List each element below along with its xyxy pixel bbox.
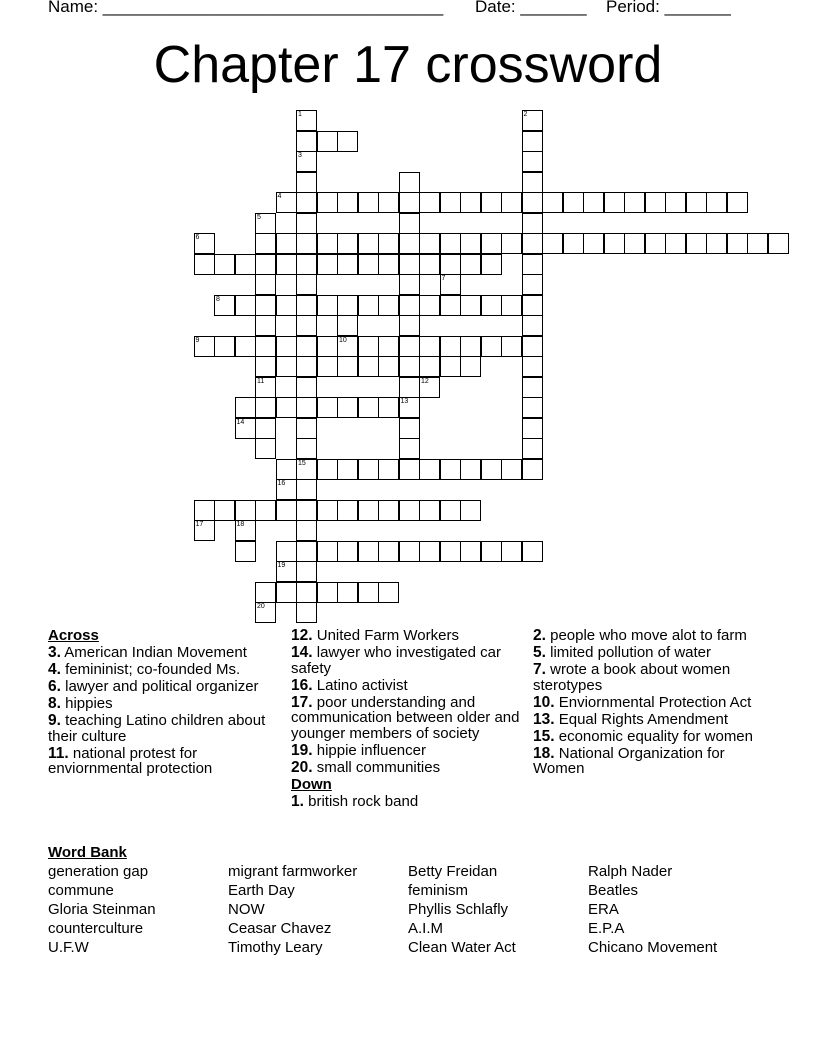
- crossword-cell[interactable]: [460, 254, 481, 275]
- crossword-cell[interactable]: [235, 397, 256, 418]
- crossword-cell[interactable]: [522, 192, 543, 213]
- clue-number: 14: [236, 418, 245, 426]
- crossword-cell[interactable]: [399, 233, 420, 254]
- crossword-cell[interactable]: [481, 336, 502, 357]
- crossword-cell[interactable]: [194, 500, 215, 521]
- crossword-cell[interactable]: [522, 315, 543, 336]
- across-clue: 16. Latino activist: [291, 676, 408, 694]
- crossword-cell[interactable]: [255, 418, 276, 439]
- crossword-cell[interactable]: [624, 233, 645, 254]
- crossword-cell[interactable]: [440, 459, 461, 480]
- crossword-cell[interactable]: [440, 233, 461, 254]
- crossword-cell[interactable]: [296, 438, 317, 459]
- crossword-cell[interactable]: [727, 233, 748, 254]
- across-clue: 14. lawyer who investigated car safety: [291, 644, 501, 677]
- crossword-cell[interactable]: [235, 520, 256, 541]
- crossword-cell[interactable]: [522, 254, 543, 275]
- crossword-cell[interactable]: [337, 315, 358, 336]
- crossword-cell[interactable]: [255, 274, 276, 295]
- clues-column-1: [48, 628, 284, 778]
- crossword-cell[interactable]: [501, 459, 522, 480]
- crossword-cell[interactable]: [317, 254, 338, 275]
- crossword-cell[interactable]: [235, 541, 256, 562]
- crossword-cell[interactable]: [337, 500, 358, 521]
- down-clue: 2. people who move alot to farm: [533, 627, 747, 644]
- crossword-cell[interactable]: [563, 233, 584, 254]
- crossword-cell[interactable]: [522, 274, 543, 295]
- crossword-cell[interactable]: [296, 520, 317, 541]
- crossword-cell[interactable]: [460, 356, 481, 377]
- crossword-cell[interactable]: [276, 295, 297, 316]
- word-bank-item: Timothy Leary: [228, 939, 323, 956]
- crossword-cell[interactable]: [235, 295, 256, 316]
- crossword-cell[interactable]: [378, 356, 399, 377]
- word-bank-column: [408, 862, 588, 957]
- crossword-cell[interactable]: [542, 233, 563, 254]
- down-clue: 15. economic equality for women: [533, 727, 753, 745]
- crossword-cell[interactable]: [296, 336, 317, 357]
- crossword-cell[interactable]: [317, 336, 338, 357]
- crossword-cell[interactable]: [255, 315, 276, 336]
- crossword-cell[interactable]: [296, 254, 317, 275]
- clue-number: 2: [523, 111, 528, 118]
- clue-number: 19: [277, 562, 286, 569]
- crossword-cell[interactable]: [296, 151, 317, 172]
- crossword-cell[interactable]: [522, 541, 543, 562]
- crossword-cell[interactable]: [378, 254, 399, 275]
- across-clue: 19. hippie influencer: [291, 741, 426, 759]
- crossword-cell[interactable]: [419, 192, 440, 213]
- crossword-cell[interactable]: [276, 459, 297, 480]
- crossword-cell[interactable]: [440, 500, 461, 521]
- crossword-cell[interactable]: [296, 213, 317, 234]
- clue-number: 6: [195, 234, 200, 241]
- crossword-cell[interactable]: [440, 295, 461, 316]
- clue-number: 15: [298, 459, 306, 467]
- crossword-cell[interactable]: [501, 295, 522, 316]
- crossword-cell[interactable]: [276, 500, 297, 521]
- crossword-cell[interactable]: [727, 192, 748, 213]
- crossword-cell[interactable]: [296, 356, 317, 377]
- across-clue: 20. small communities: [291, 758, 441, 776]
- crossword-cell[interactable]: [399, 356, 420, 377]
- crossword-cell[interactable]: [358, 336, 379, 357]
- crossword-cell[interactable]: [481, 192, 502, 213]
- crossword-cell[interactable]: [419, 295, 440, 316]
- crossword-cell[interactable]: [235, 254, 256, 275]
- word-bank-item: Beatles: [588, 882, 639, 899]
- crossword-cell[interactable]: [460, 295, 481, 316]
- crossword-cell[interactable]: [317, 459, 338, 480]
- crossword-cell[interactable]: [399, 541, 420, 562]
- crossword-cell[interactable]: [358, 233, 379, 254]
- word-bank-item: Betty Freidan: [408, 863, 498, 880]
- crossword-cell[interactable]: [255, 356, 276, 377]
- word-bank-item: feminism: [408, 882, 469, 899]
- across-clue: 9. teaching Latino children about their culture: [48, 712, 266, 745]
- crossword-cell[interactable]: [522, 110, 543, 131]
- clue-number: 8: [216, 295, 220, 303]
- word-bank-item: Ralph Nader: [588, 863, 673, 880]
- crossword-cell[interactable]: [296, 479, 317, 500]
- crossword-cell[interactable]: [419, 377, 440, 398]
- crossword-cell[interactable]: [337, 336, 358, 357]
- word-bank-item: Ceasar Chavez: [228, 920, 332, 937]
- word-bank-item: commune: [48, 882, 114, 899]
- word-bank-item: Gloria Steinman: [48, 901, 156, 918]
- word-bank-item: Clean Water Act: [408, 939, 516, 956]
- down-clue: 1. british rock band: [291, 792, 419, 810]
- crossword-cell[interactable]: [378, 295, 399, 316]
- crossword-cell[interactable]: [337, 356, 358, 377]
- crossword-cell[interactable]: [665, 233, 686, 254]
- word-bank-heading: Word Bank: [48, 844, 127, 861]
- word-bank-column: [48, 862, 228, 957]
- clues-column-3: [533, 628, 769, 778]
- crossword-cell[interactable]: [296, 418, 317, 439]
- crossword-cell[interactable]: [214, 295, 235, 316]
- word-bank-item: E.P.A: [588, 920, 625, 937]
- crossword-cell[interactable]: [563, 192, 584, 213]
- crossword-cell[interactable]: [399, 172, 420, 193]
- clue-number: 7: [441, 275, 446, 282]
- crossword-cell[interactable]: [358, 192, 379, 213]
- crossword-cell[interactable]: [358, 295, 379, 316]
- crossword-cell[interactable]: [399, 274, 420, 295]
- crossword-cell[interactable]: [255, 254, 276, 275]
- crossword-cell[interactable]: [296, 541, 317, 562]
- word-bank-item: U.F.W: [48, 939, 89, 956]
- crossword-cell[interactable]: [624, 192, 645, 213]
- crossword-cell[interactable]: [399, 315, 420, 336]
- crossword-cell[interactable]: [296, 459, 317, 480]
- crossword-cell[interactable]: [604, 233, 625, 254]
- clue-number: 17: [195, 521, 204, 528]
- crossword-cell[interactable]: [686, 192, 707, 213]
- crossword-cell[interactable]: [255, 233, 276, 254]
- crossword-cell[interactable]: [522, 131, 543, 152]
- name-label: Name: ____________________________________: [48, 0, 444, 16]
- crossword-cell[interactable]: [378, 541, 399, 562]
- crossword-cell[interactable]: [337, 192, 358, 213]
- crossword-cell[interactable]: [522, 336, 543, 357]
- crossword-cell[interactable]: [255, 500, 276, 521]
- crossword-cell[interactable]: [255, 295, 276, 316]
- crossword-cell[interactable]: [645, 192, 666, 213]
- crossword-cell[interactable]: [419, 254, 440, 275]
- crossword-cell[interactable]: [337, 459, 358, 480]
- crossword-cell[interactable]: [358, 397, 379, 418]
- crossword-cell[interactable]: [214, 500, 235, 521]
- clue-number: 20: [257, 603, 265, 610]
- crossword-cell[interactable]: [276, 561, 297, 582]
- crossword-cell[interactable]: [501, 233, 522, 254]
- crossword-cell[interactable]: [460, 500, 481, 521]
- across-clue: 3. American Indian Movement: [48, 644, 247, 661]
- crossword-cell[interactable]: [255, 213, 276, 234]
- crossword-cell[interactable]: [440, 254, 461, 275]
- crossword-cell[interactable]: [317, 582, 338, 603]
- crossword-cell[interactable]: [501, 336, 522, 357]
- crossword-cell[interactable]: [522, 213, 543, 234]
- crossword-cell[interactable]: [296, 602, 317, 623]
- crossword-cell[interactable]: [276, 233, 297, 254]
- crossword-cell[interactable]: [378, 192, 399, 213]
- crossword-cell[interactable]: [235, 500, 256, 521]
- crossword-cell[interactable]: [296, 274, 317, 295]
- crossword-cell[interactable]: [378, 500, 399, 521]
- crossword-cell[interactable]: [276, 336, 297, 357]
- crossword-cell[interactable]: [276, 582, 297, 603]
- crossword-cell[interactable]: [522, 356, 543, 377]
- crossword-cell[interactable]: [296, 192, 317, 213]
- crossword-cell[interactable]: [255, 438, 276, 459]
- date-label: Date: _______: [475, 0, 587, 16]
- crossword-cell[interactable]: [378, 582, 399, 603]
- crossword-cell[interactable]: [296, 500, 317, 521]
- crossword-cell[interactable]: [276, 541, 297, 562]
- crossword-cell[interactable]: [255, 602, 276, 623]
- word-bank-item: Chicano Movement: [588, 939, 718, 956]
- crossword-cell[interactable]: [583, 233, 604, 254]
- page-title: Chapter 17 crossword: [153, 36, 663, 94]
- crossword-cell[interactable]: [296, 315, 317, 336]
- crossword-cell[interactable]: [358, 500, 379, 521]
- crossword-cell[interactable]: [522, 438, 543, 459]
- crossword-cell[interactable]: [317, 356, 338, 377]
- clue-number: 5: [257, 213, 261, 221]
- crossword-cell[interactable]: [317, 233, 338, 254]
- crossword-cell[interactable]: [276, 356, 297, 377]
- clue-number: 13: [400, 398, 409, 405]
- crossword-cell[interactable]: [317, 192, 338, 213]
- crossword-cell[interactable]: [481, 541, 502, 562]
- crossword-cell[interactable]: [337, 295, 358, 316]
- across-clue: 6. lawyer and political organizer: [48, 678, 259, 695]
- crossword-cell[interactable]: [665, 192, 686, 213]
- crossword-cell[interactable]: [501, 541, 522, 562]
- crossword-cell[interactable]: [399, 459, 420, 480]
- across-clue: 17. poor understanding and communication between older and younger members of society: [291, 693, 520, 742]
- down-clue: 7. wrote a book about women sterotypes: [533, 661, 731, 694]
- crossword-cell[interactable]: [460, 336, 481, 357]
- crossword-cell[interactable]: [522, 151, 543, 172]
- word-bank-item: NOW: [228, 901, 265, 918]
- crossword-cell[interactable]: [460, 192, 481, 213]
- crossword-cell[interactable]: [296, 295, 317, 316]
- crossword-cell[interactable]: [419, 336, 440, 357]
- period-label: Period: _______: [606, 0, 731, 16]
- crossword-cell[interactable]: [317, 295, 338, 316]
- across-clue: 8. hippies: [48, 695, 113, 712]
- crossword-cell[interactable]: [296, 131, 317, 152]
- crossword-cell[interactable]: [481, 459, 502, 480]
- crossword-cell[interactable]: [296, 233, 317, 254]
- crossword-cell[interactable]: [276, 397, 297, 418]
- crossword-cell[interactable]: [214, 254, 235, 275]
- word-bank-item: ERA: [588, 901, 619, 918]
- crossword-cell[interactable]: [276, 254, 297, 275]
- clue-number: 16: [277, 480, 286, 487]
- crossword-cell[interactable]: [481, 254, 502, 275]
- crossword-cell[interactable]: [440, 541, 461, 562]
- crossword-cell[interactable]: [460, 233, 481, 254]
- crossword-cell[interactable]: [399, 192, 420, 213]
- crossword-cell[interactable]: [440, 356, 461, 377]
- word-bank-item: migrant farmworker: [228, 863, 358, 880]
- crossword-cell[interactable]: [706, 192, 727, 213]
- crossword-cell[interactable]: [399, 500, 420, 521]
- crossword-cell[interactable]: [440, 192, 461, 213]
- crossword-cell[interactable]: [747, 233, 768, 254]
- crossword-cell[interactable]: [419, 500, 440, 521]
- crossword-cell[interactable]: [276, 479, 297, 500]
- crossword-cell[interactable]: [419, 459, 440, 480]
- crossword-cell[interactable]: [501, 192, 522, 213]
- crossword-cell[interactable]: [317, 131, 338, 152]
- crossword-cell[interactable]: [235, 336, 256, 357]
- crossword-cell[interactable]: [399, 213, 420, 234]
- clue-number: 12: [421, 377, 429, 385]
- across-clue: 12. United Farm Workers: [291, 627, 459, 644]
- word-bank-item: Earth Day: [228, 882, 295, 899]
- crossword-cell[interactable]: [440, 274, 461, 295]
- clue-number: 10: [339, 336, 347, 344]
- crossword-cell[interactable]: [337, 582, 358, 603]
- crossword-cell[interactable]: [378, 397, 399, 418]
- crossword-cell[interactable]: [194, 233, 215, 254]
- crossword-cell[interactable]: [522, 418, 543, 439]
- word-bank-item: A.I.M: [408, 920, 444, 937]
- crossword-cell[interactable]: [358, 582, 379, 603]
- crossword-cell[interactable]: [337, 254, 358, 275]
- crossword-cell[interactable]: [358, 254, 379, 275]
- crossword-cell[interactable]: [337, 233, 358, 254]
- crossword-cell[interactable]: [296, 172, 317, 193]
- down-clue: 13. Equal Rights Amendment: [533, 710, 728, 728]
- crossword-cell[interactable]: [419, 356, 440, 377]
- crossword-cell[interactable]: [358, 356, 379, 377]
- across-heading: Across: [48, 627, 99, 644]
- crossword-cell[interactable]: [296, 397, 317, 418]
- crossword-cell[interactable]: [399, 397, 420, 418]
- crossword-cell[interactable]: [686, 233, 707, 254]
- down-clue: 18. National Organization for Women: [533, 744, 725, 777]
- crossword-cell[interactable]: [522, 233, 543, 254]
- crossword-cell[interactable]: [522, 172, 543, 193]
- crossword-cell[interactable]: [255, 377, 276, 398]
- crossword-cell[interactable]: [399, 418, 420, 439]
- crossword-cell[interactable]: [768, 233, 789, 254]
- crossword-cell[interactable]: [194, 520, 215, 541]
- clue-number: 1: [298, 111, 302, 118]
- crossword-cell[interactable]: [399, 377, 420, 398]
- clue-number: 11: [257, 377, 265, 385]
- word-bank-column: [588, 862, 768, 957]
- crossword-cell[interactable]: [317, 500, 338, 521]
- word-bank-item: Phyllis Schlafly: [408, 901, 509, 918]
- crossword-cell[interactable]: [317, 397, 338, 418]
- clue-number: 18: [236, 521, 245, 528]
- crossword-cell[interactable]: [337, 397, 358, 418]
- crossword-cell[interactable]: [460, 459, 481, 480]
- crossword-cell[interactable]: [337, 131, 358, 152]
- crossword-cell[interactable]: [296, 561, 317, 582]
- crossword-cell[interactable]: [522, 397, 543, 418]
- word-bank-item: generation gap: [48, 863, 149, 880]
- across-clue: 4. femininist; co-founded Ms.: [48, 661, 241, 678]
- clues-column-2: [291, 628, 527, 811]
- word-bank-column: [228, 862, 408, 957]
- crossword-cell[interactable]: [583, 192, 604, 213]
- crossword-cell[interactable]: [481, 233, 502, 254]
- crossword-cell[interactable]: [358, 541, 379, 562]
- down-clue: 5. limited pollution of water: [533, 644, 712, 661]
- crossword-cell[interactable]: [460, 541, 481, 562]
- crossword-cell[interactable]: [440, 336, 461, 357]
- across-clue: 11. national protest for enviornmental protection: [48, 744, 213, 777]
- crossword-cell[interactable]: [399, 336, 420, 357]
- crossword-cell[interactable]: [399, 254, 420, 275]
- crossword-cell[interactable]: [194, 336, 215, 357]
- crossword-cell[interactable]: [522, 377, 543, 398]
- crossword-cell[interactable]: [358, 459, 379, 480]
- crossword-cell[interactable]: [255, 397, 276, 418]
- crossword-cell[interactable]: [542, 192, 563, 213]
- crossword-cell[interactable]: [214, 336, 235, 357]
- crossword-cell[interactable]: [235, 418, 256, 439]
- crossword-cell[interactable]: [399, 295, 420, 316]
- crossword-cell[interactable]: [645, 233, 666, 254]
- crossword-cell[interactable]: [378, 336, 399, 357]
- down-clue: 10. Enviornmental Protection Act: [533, 693, 752, 711]
- crossword-cell[interactable]: [296, 110, 317, 131]
- crossword-cell[interactable]: [255, 582, 276, 603]
- clue-number: 9: [195, 336, 200, 344]
- crossword-cell[interactable]: [255, 336, 276, 357]
- crossword-cell[interactable]: [399, 438, 420, 459]
- crossword-cell[interactable]: [522, 295, 543, 316]
- crossword-cell[interactable]: [276, 192, 297, 213]
- crossword-cell[interactable]: [378, 459, 399, 480]
- crossword-cell[interactable]: [296, 377, 317, 398]
- down-heading: Down: [291, 775, 332, 793]
- crossword-cell[interactable]: [706, 233, 727, 254]
- word-bank-item: counterculture: [48, 920, 144, 937]
- crossword-cell[interactable]: [522, 459, 543, 480]
- clue-number: 3: [298, 152, 302, 159]
- crossword-cell[interactable]: [337, 541, 358, 562]
- crossword-cell[interactable]: [419, 233, 440, 254]
- crossword-cell[interactable]: [317, 541, 338, 562]
- crossword-cell[interactable]: [481, 295, 502, 316]
- crossword-cell[interactable]: [194, 254, 215, 275]
- crossword-cell[interactable]: [378, 233, 399, 254]
- crossword-cell[interactable]: [419, 541, 440, 562]
- clue-number: 4: [277, 193, 282, 200]
- crossword-cell[interactable]: [296, 582, 317, 603]
- crossword-cell[interactable]: [604, 192, 625, 213]
